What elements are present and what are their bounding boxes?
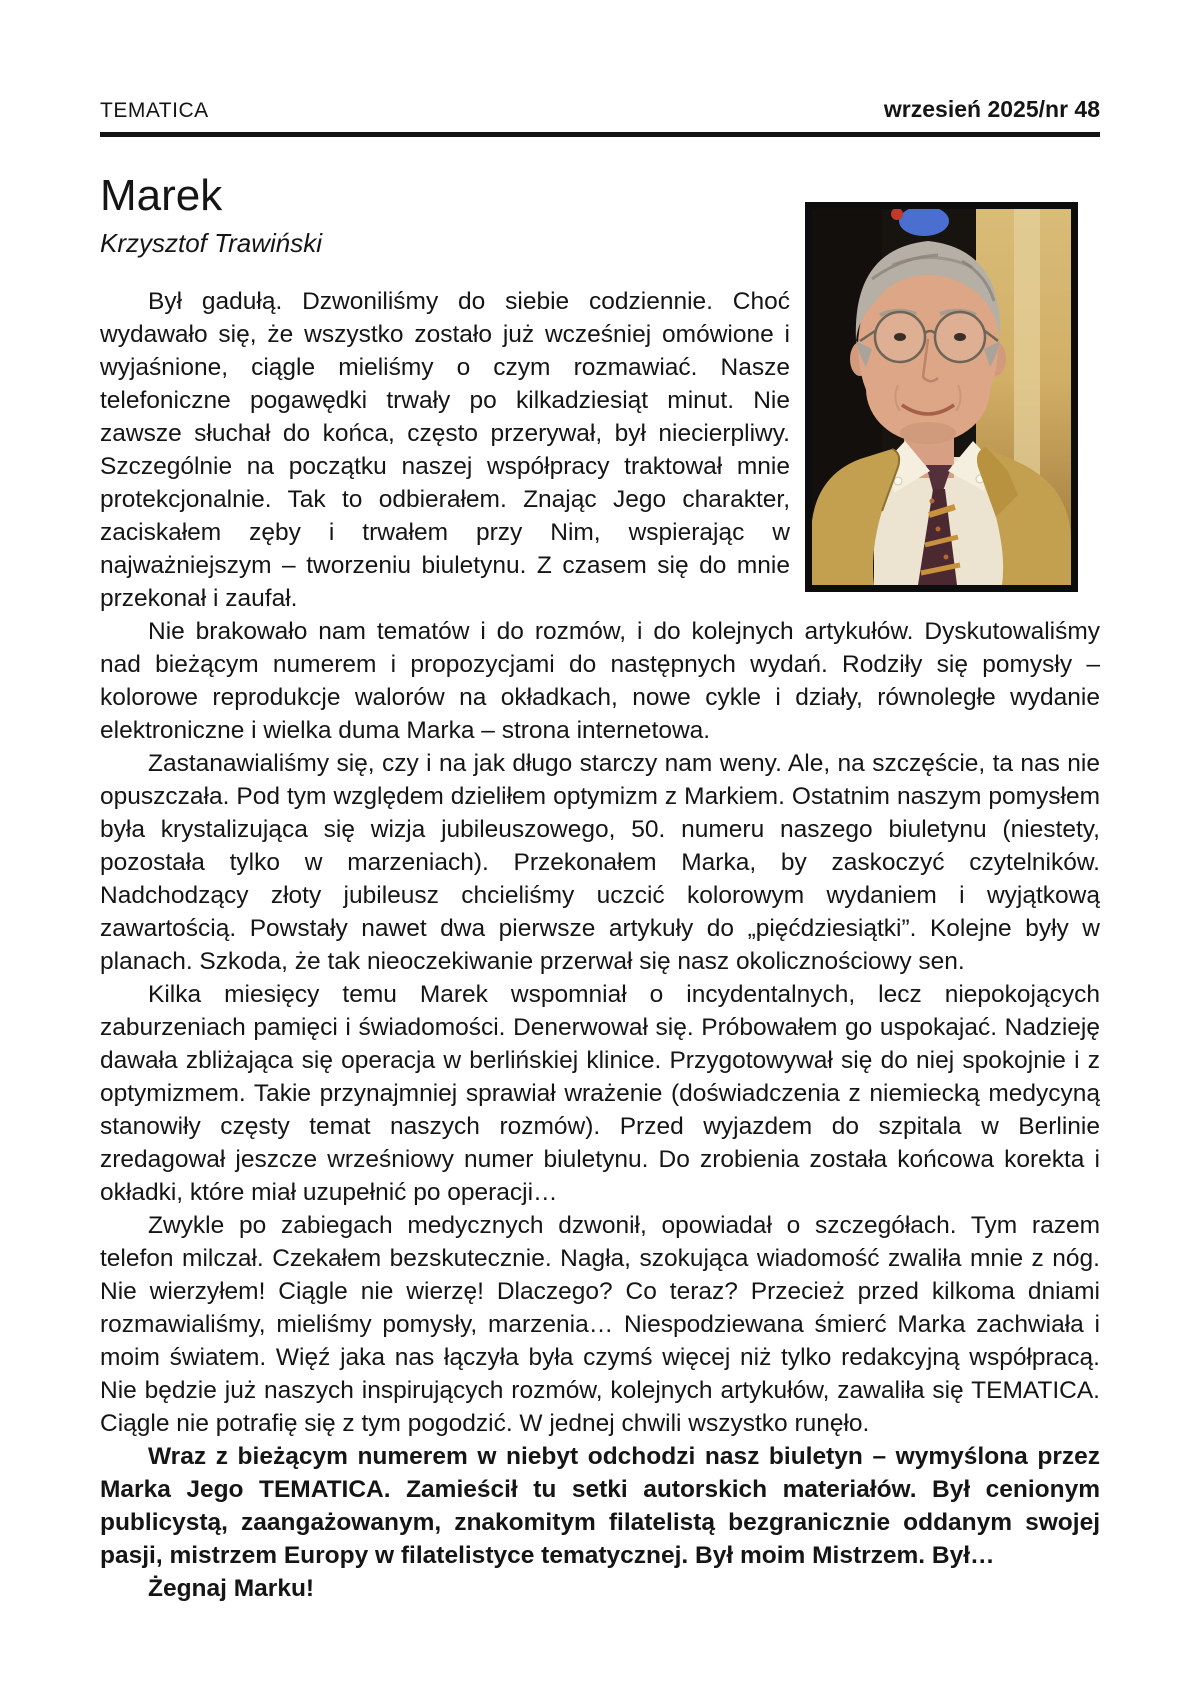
header-rule [100, 132, 1100, 137]
page-title: Marek [100, 171, 223, 220]
body-paragraph: Zwykle po zabiegach medycznych dzwonił, opowiadał o szczegółach. Tym razem telefon milczał. Czekałem bezskutecznie. Nagła, szokująca wiadomość zwaliła mnie z nóg. Nie wierzyłem! Ciągle nie wierzę! Dlaczego? Co teraz? Przecież przed kilkoma dniami rozmawialiśmy, mieliśmy pomysły, marzenia… Niespodziewana śmierć Marka zachwiała i moim światem. Więź jaka nas łączyła była czymś więcej niż tylko redakcyjną współpracą. Nie będzie już naszych inspirujących rozmów, kolejnych artykułów, zawaliła się TEMATICA. Ciągle nie potrafię się z tym pogodzić. W jednej chwili wszystko runęło. [100, 1212, 1100, 1438]
obituary-article [100, 173, 1100, 1605]
publication-name: TEMATICA [100, 99, 209, 122]
portrait-illustration [812, 209, 1071, 585]
body-paragraph-bold: Wraz z bieżącym numerem w niebyt odchodzi nasz biuletyn – wymyślona przez Marka Jego TEMATICA. Zamieścił tu setki autorskich materiałów. Był cenionym publicystą, zaangażowanym, znakomitym filatelistą bezgranicznie oddanym swojej pasji, mistrzem Europy w filatelistyce tematycznej. Był moim Mistrzem. Był… [100, 1443, 1100, 1570]
portrait-photo [805, 202, 1078, 592]
body-paragraph: Był gadułą. Dzwoniliśmy do siebie codziennie. Choć wydawało się, że wszystko zostało już wcześniej omówione i wyjaśnione, ciągle mieliśmy o czym rozmawiać. Nasze telefoniczne pogawędki trwały po kilkadziesiąt minut. Nie zawsze słuchał do końca, często przerywał, był niecierpliwy. Szczególnie na początku naszej współpracy traktował mnie protekcjonalnie. Tak to odbierałem. Znając Jego charakter, zaciskałem zęby i trwałem przy Nim, wspierając w najważniejszym – tworzeniu biuletynu. Z czasem się do mnie przekonał i zaufał. [100, 288, 790, 613]
masthead [100, 96, 1100, 132]
author-byline: Krzysztof Trawiński [100, 228, 322, 259]
body-paragraph: Nie brakowało nam tematów i do rozmów, i do kolejnych artykułów. Dyskutowaliśmy nad bieżącym numerem i propozycjami do następnych wydań. Rodziły się pomysły – kolorowe reprodukcje walorów na okładkach, nowe cykle i działy, równoległe wydanie elektroniczne i wielka duma Marka – strona internetowa. [100, 618, 1100, 745]
body-paragraph: Kilka miesięcy temu Marek wspomniał o incydentalnych, lecz niepokojących zaburzeniach pamięci i świadomości. Denerwował się. Próbowałem go uspokajać. Nadzieję dawała zbliżająca się operacja w berlińskiej klinice. Przygotowywał się do niej spokojnie i z optymizmem. Takie przynajmniej sprawiał wrażenie (doświadczenia z niemiecką medycyną stanowiły częsty temat naszych rozmów). Przed wyjazdem do szpitala w Berlinie zredagował jeszcze wrześniowy numer biuletynu. Do zrobienia została końcowa korekta i okładki, które miał uzupełnić po operacji… [100, 981, 1100, 1207]
farewell-line: Żegnaj Marku! [148, 1575, 315, 1603]
body-paragraph: Zastanawialiśmy się, czy i na jak długo starczy nam weny. Ale, na szczęście, ta nas nie opuszczała. Pod tym względem dzieliłem optymizm z Markiem. Ostatnim naszym pomysłem była krystalizująca się wizja jubileuszowego, 50. numeru naszego biuletynu (niestety, pozostała tylko w marzeniach). Przekonałem Marka, by zaskoczyć czytelników. Nadchodzący złoty jubileusz chcieliśmy uczcić kolorowym wydaniem i wyjątkową zawartością. Powstały nawet dwa pierwsze artykuły do „pięćdziesiątki”. Kolejne były w planach. Szkoda, że tak nieoczekiwanie przerwał się nasz okolicznościowy sen. [100, 750, 1100, 976]
issue-label: wrzesień 2025/nr 48 [883, 96, 1100, 122]
